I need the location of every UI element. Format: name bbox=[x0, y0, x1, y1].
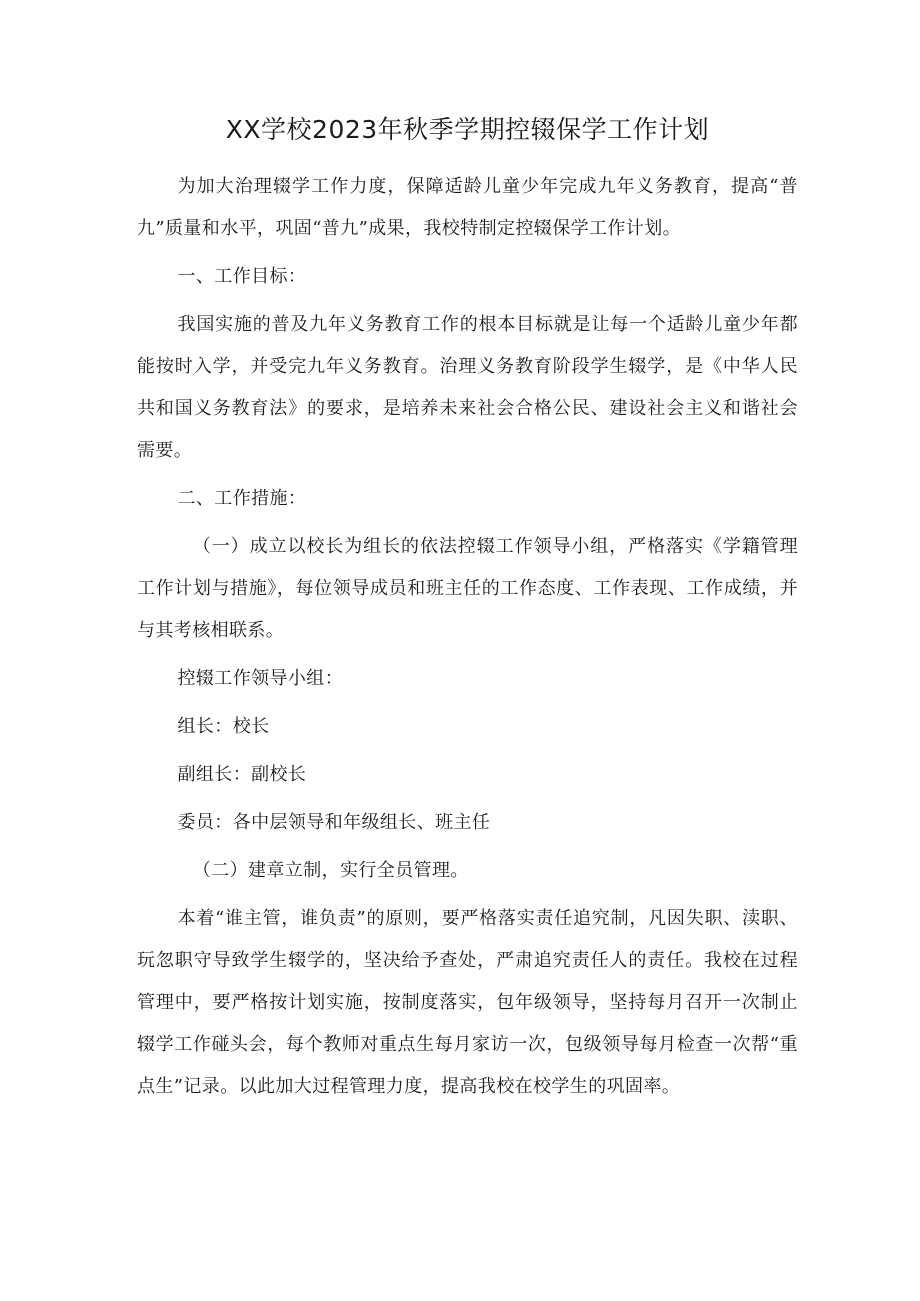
intro-paragraph: 为加大治理辍学工作力度，保障适龄儿童少年完成九年义务教育，提高“普九”质量和水平，巩固“普九”成果，我校特制定控辍保学工作计划。 bbox=[137, 176, 798, 239]
goals-paragraph: 我国实施的普及九年义务教育工作的根本目标就是让每一个适龄儿童少年都能按时入学，并受完九年义务教育。治理义务教育阶段学生辍学，是《中华人民共和国义务教育法》的要求，是培养未来社会合格公民、建设社会主义和谐社会需要。 bbox=[137, 314, 798, 461]
measure-two-paragraph: 本着“谁主管，谁负责”的原则，要严格落实责任追究制，凡因失职、渎职、玩忽职守导致学生辍学的，坚决给予查处，严肃追究责任人的责任。我校在过程管理中，要严格按计划实施，按制度落实，包年级领导，坚持每月召开一次制止辍学工作碰头会，每个教师对重点生每月家访一次，包级领导每月检查一次帮“重点生”记录。以此加大过程管理力度，提高我校在校学生的巩固率。 bbox=[137, 908, 798, 1097]
section-heading-measures: 二、工作措施： bbox=[177, 488, 307, 509]
members-line: 委员：各中层领导和年级组长、班主任 bbox=[177, 812, 491, 833]
measure-one-paragraph: （一）成立以校长为组长的依法控辍工作领导小组，严格落实《学籍管理工作计划与措施》，每位领导成员和班主任的工作态度、工作表现、工作成绩，并与其考核相联系。 bbox=[137, 536, 798, 641]
document-title: XX学校2023年秋季学期控辍保学工作计划 bbox=[225, 115, 710, 144]
deputy-leader-line: 副组长：副校长 bbox=[177, 764, 307, 785]
section-heading-goals: 一、工作目标： bbox=[177, 266, 307, 287]
measure-two-heading: （二）建章立制，实行全员管理。 bbox=[192, 860, 469, 881]
leader-line: 组长：校长 bbox=[177, 716, 270, 737]
leadership-group-heading: 控辍工作领导小组： bbox=[177, 668, 344, 689]
